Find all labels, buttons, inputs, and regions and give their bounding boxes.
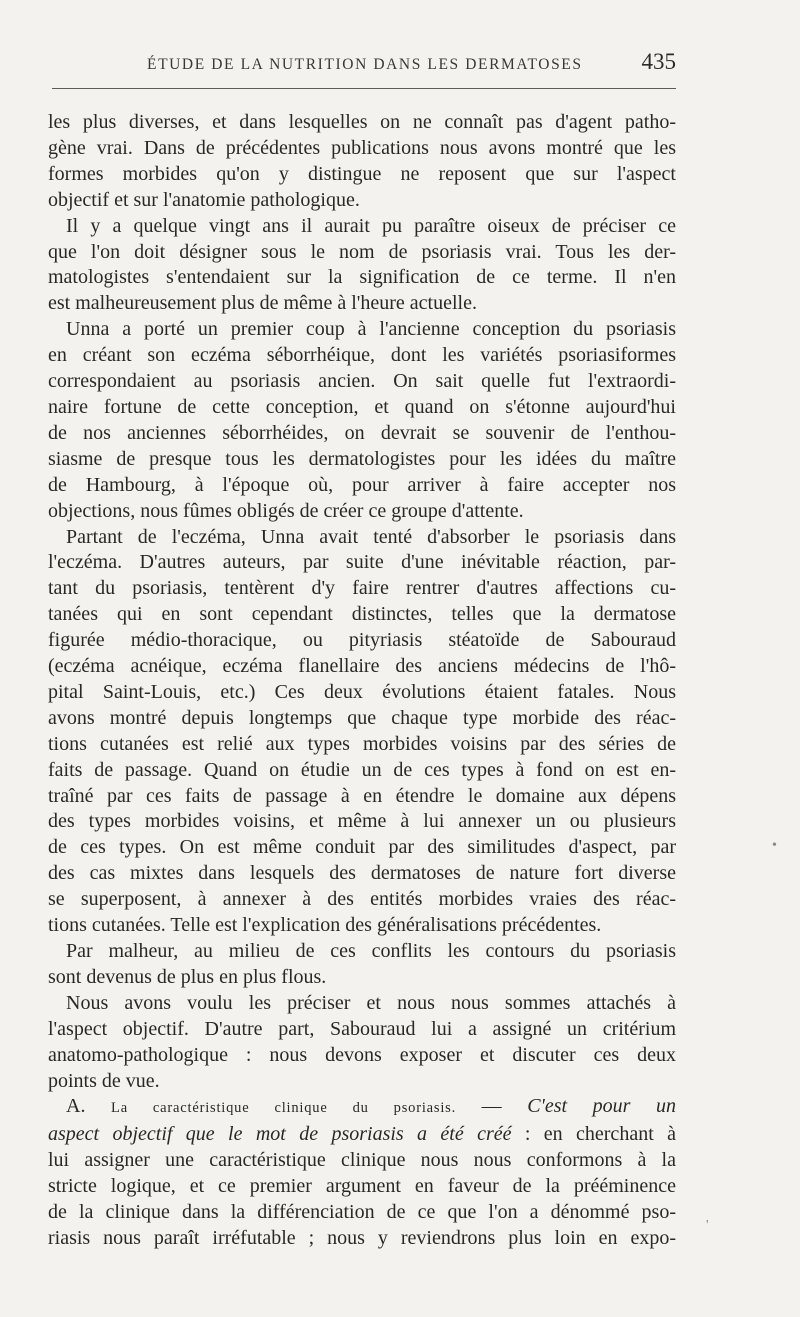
text-line: que l'on doit désigner sous le nom de psoriasis vrai. Tous les der- bbox=[48, 240, 676, 263]
text-line: riasis nous paraît irréfutable ; nous y reviendrons plus loin en expo- bbox=[48, 1226, 676, 1249]
text-line: naire fortune de cette conception, et quand on s'étonne aujourd'hui bbox=[48, 395, 676, 418]
text-line: correspondaient au psoriasis ancien. On sait quelle fut l'extraordi- bbox=[48, 370, 676, 393]
text-line: tions cutanées est relié aux types morbides voisins par des séries de bbox=[48, 732, 676, 755]
section-heading-line bbox=[48, 1094, 676, 1122]
text-line: de ces types. On est même conduit par des similitudes d'aspect, par bbox=[48, 836, 676, 859]
paragraph-first-line: Unna a porté un premier coup à l'ancienne conception du psoriasis bbox=[66, 318, 676, 341]
paragraph-first-line: Nous avons voulu les préciser et nous nous sommes attachés à bbox=[66, 991, 676, 1014]
text-line: les plus diverses, et dans lesquelles on ne connaît pas d'agent patho- bbox=[48, 111, 676, 133]
text-line: (eczéma acnéique, eczéma flanellaire des anciens médecins de l'hô- bbox=[48, 655, 676, 678]
text-line: de la clinique dans la différenciation de ce que l'on a dénommé pso- bbox=[48, 1201, 676, 1224]
text-line: faits de passage. Quand on étudie un de ces types à fond on est en- bbox=[48, 758, 676, 781]
section-italic-lead: C'est pour un bbox=[527, 1095, 676, 1118]
text-line: avons montré depuis longtemps que chaque type morbide des réac- bbox=[48, 706, 676, 729]
italic-phrase: aspect objectif que le mot de psoriasis a été créé bbox=[48, 1123, 512, 1146]
text-line: anatomo-pathologique : nous devons exposer et discuter ces deux bbox=[48, 1043, 676, 1066]
margin-speck: • bbox=[772, 838, 777, 853]
running-header bbox=[52, 46, 676, 86]
text-line: siasme de presque tous les dermatologistes pour les idées du maître bbox=[48, 447, 676, 470]
text-line: des types morbides voisins, et même à lui annexer un ou plusieurs bbox=[48, 810, 676, 833]
page-number: 435 bbox=[641, 49, 676, 74]
text-line: stricte logique, et ce premier argument en faveur de la prééminence bbox=[48, 1175, 676, 1198]
text-line: pital Saint-Louis, etc.) Ces deux évolutions étaient fatales. Nous bbox=[48, 680, 676, 703]
text-line: sont devenus de plus en plus flous. bbox=[48, 965, 327, 988]
line-tail: : en cherchant à bbox=[511, 1123, 676, 1146]
text-line: traîné par ces faits de passage à en étendre le domaine aux dépens bbox=[48, 784, 676, 807]
text-line: objectif et sur l'anatomie pathologique. bbox=[48, 188, 360, 211]
section-title: La caractéristique clinique du psoriasis. bbox=[111, 1100, 457, 1117]
running-title: ÉTUDE DE LA NUTRITION DANS LES DERMATOSES bbox=[147, 56, 583, 73]
text-line: l'aspect objectif. D'autre part, Sabouraud lui a assigné un critérium bbox=[48, 1017, 676, 1040]
text-line: tant du psoriasis, tentèrent d'y faire rentrer d'autres affections cu- bbox=[48, 577, 676, 600]
section-dash: — bbox=[456, 1095, 528, 1118]
text-line: des cas mixtes dans lesquels des dermatoses de nature fort diverse bbox=[48, 862, 676, 885]
text-line: tions cutanées. Telle est l'explication des généralisations précédentes. bbox=[48, 914, 602, 937]
text-line: gène vrai. Dans de précédentes publications nous avons montré que les bbox=[48, 136, 676, 159]
text-line: se superposent, à annexer à des entités morbides vraies des réac- bbox=[48, 888, 676, 911]
text-line: l'eczéma. D'autres auteurs, par suite d'une inévitable réaction, par- bbox=[48, 551, 676, 574]
text-line: est malheureusement plus de même à l'heure actuelle. bbox=[48, 292, 477, 315]
paragraph-first-line: Partant de l'eczéma, Unna avait tenté d'absorber le psoriasis dans bbox=[66, 525, 676, 548]
body-text bbox=[48, 110, 676, 1252]
section-label: A. bbox=[66, 1095, 86, 1118]
text-line: figurée médio-thoracique, ou pityriasis stéatoïde de Sabouraud bbox=[48, 629, 676, 652]
text-line: lui assigner une caractéristique clinique nous nous conformons à la bbox=[48, 1149, 676, 1172]
text-line: de Hambourg, à l'époque où, pour arriver à faire accepter nos bbox=[48, 473, 676, 496]
text-line: points de vue. bbox=[48, 1069, 160, 1092]
text-line: formes morbides qu'on y distingue ne reposent que sur l'aspect bbox=[48, 162, 676, 185]
text-line: de nos anciennes séborrhéides, on devrait se souvenir de l'enthou- bbox=[48, 421, 676, 444]
header-rule bbox=[52, 88, 676, 89]
text-line: matologistes s'entendaient sur la signification de ce terme. Il n'en bbox=[48, 266, 676, 289]
text-line bbox=[48, 1122, 676, 1148]
text-line: en créant son eczéma séborrhéique, dont les variétés psoriasiformes bbox=[48, 344, 676, 367]
paragraph-first-line: Par malheur, au milieu de ces conflits les contours du psoriasis bbox=[66, 940, 676, 962]
text-line: tanées qui en sont cependant distinctes, telles que la dermatose bbox=[48, 603, 676, 626]
paragraph-first-line: Il y a quelque vingt ans il aurait pu paraître oiseux de préciser ce bbox=[66, 214, 676, 237]
margin-speck: ' bbox=[706, 1218, 709, 1233]
text-line: objections, nous fûmes obligés de créer ce groupe d'attente. bbox=[48, 499, 524, 522]
